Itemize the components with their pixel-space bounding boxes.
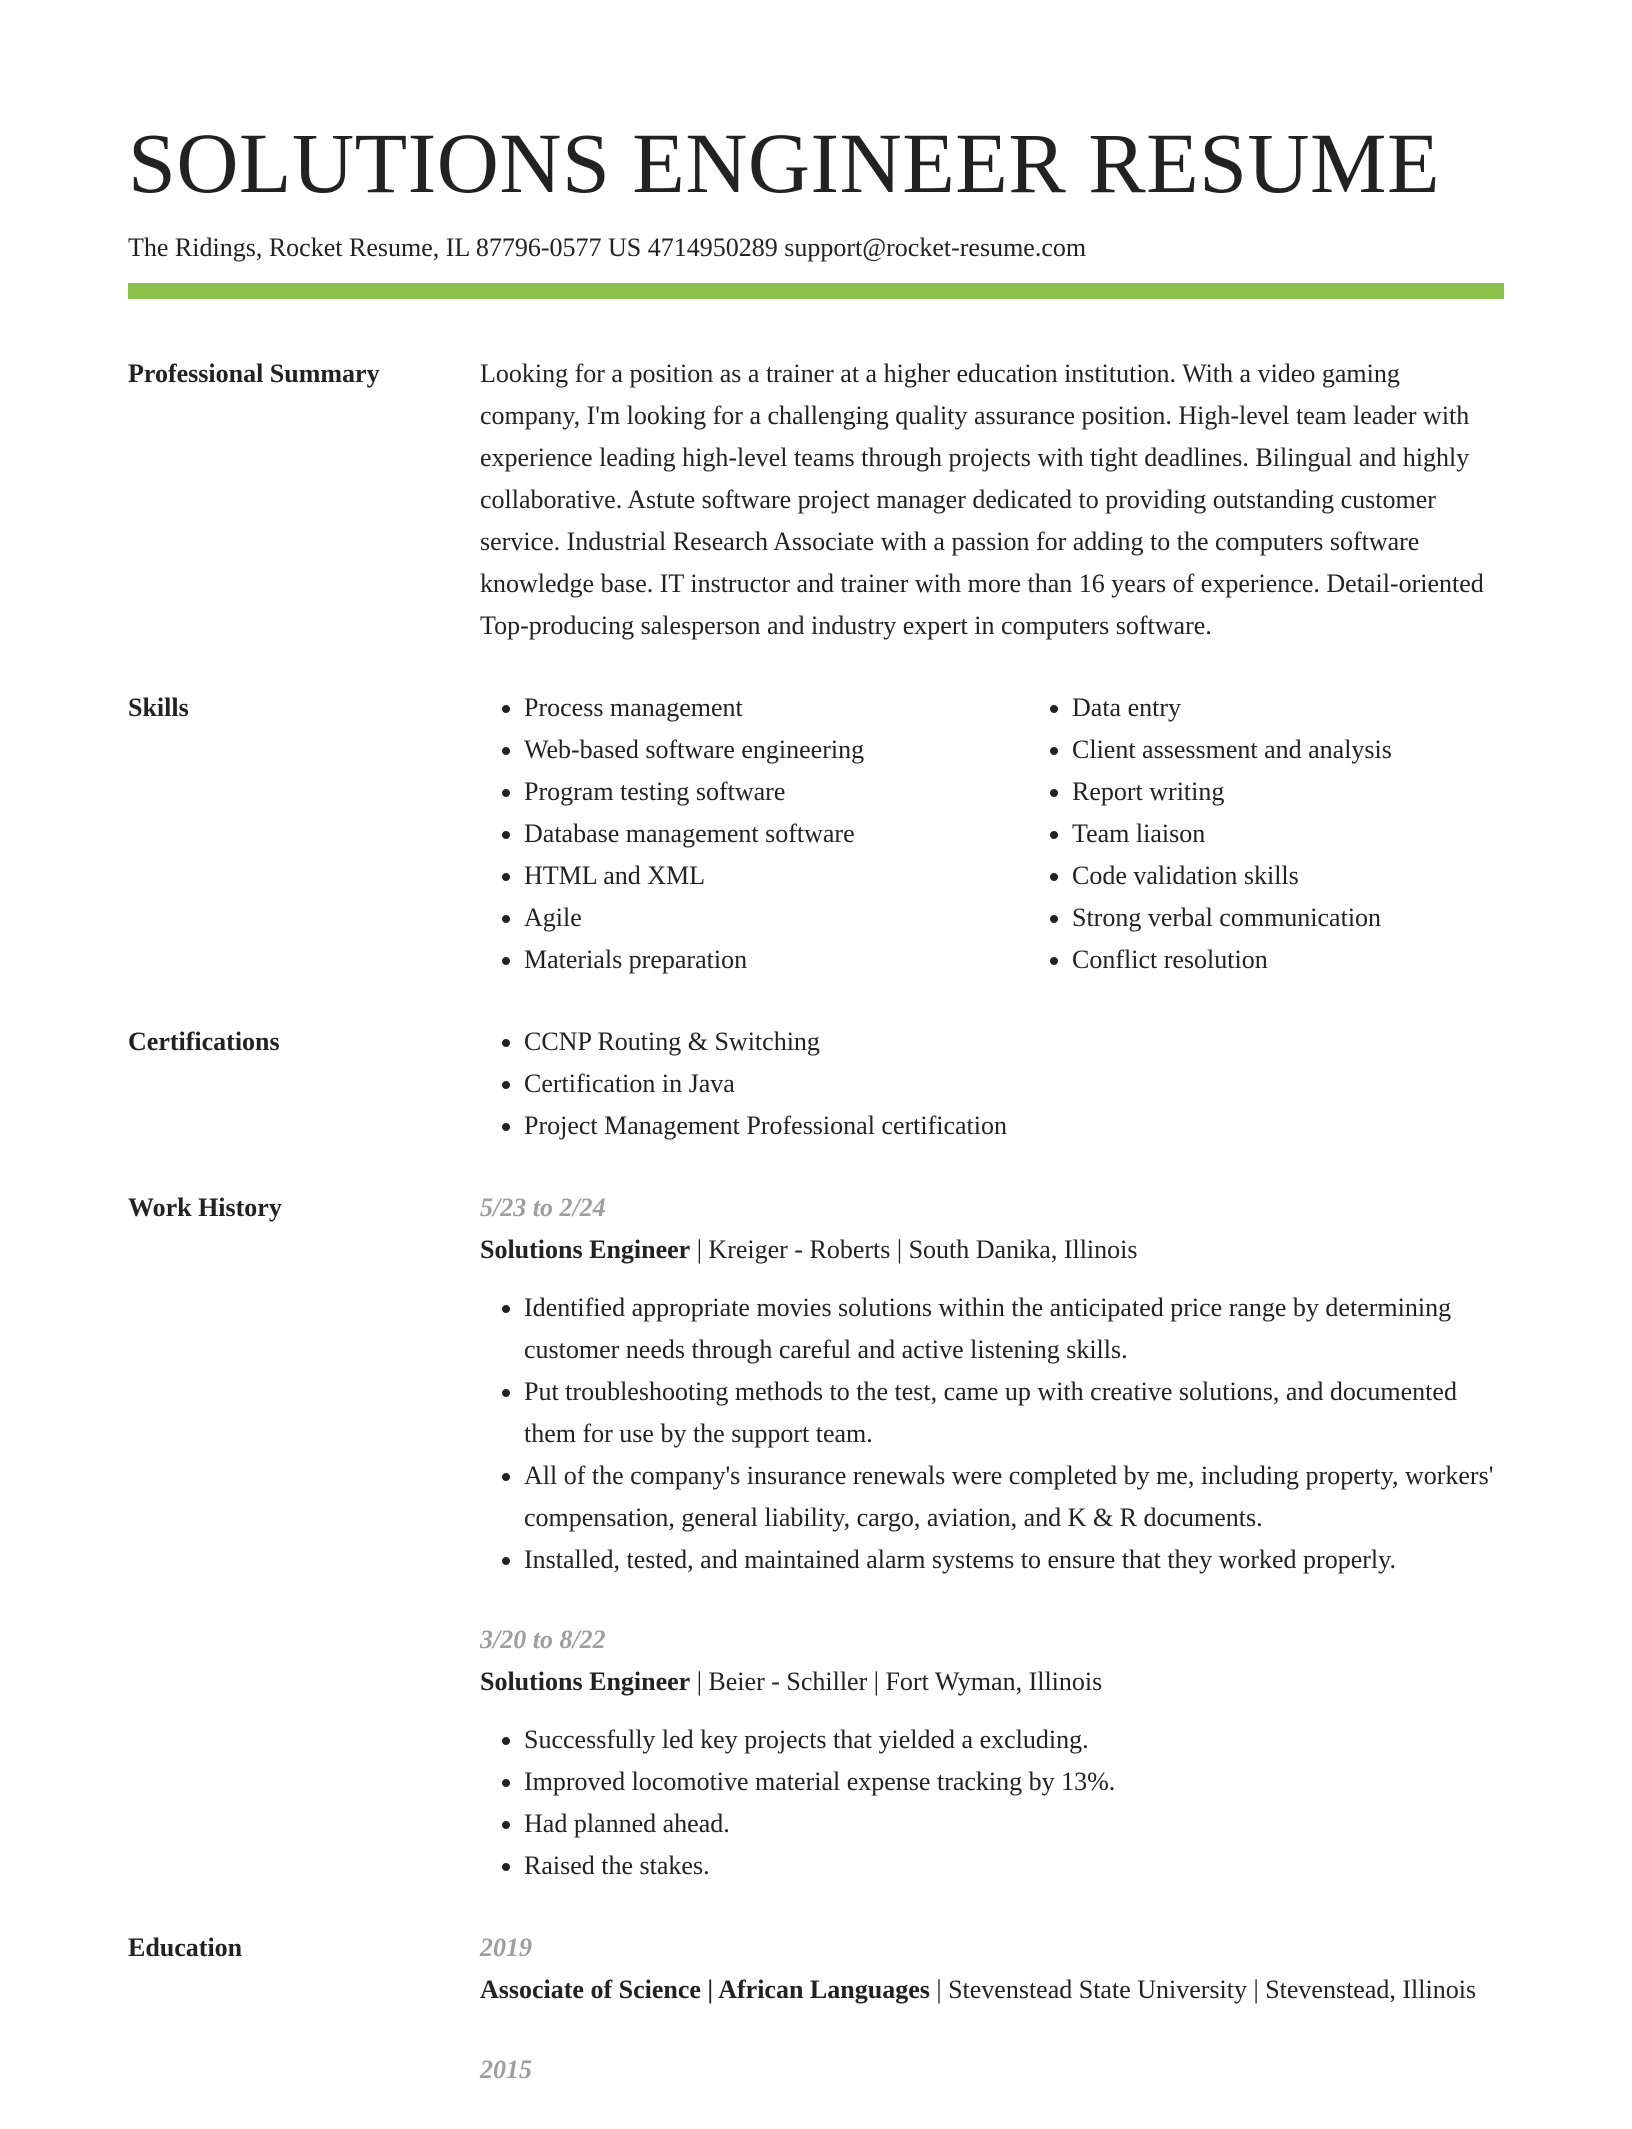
certifications-label: Certifications — [128, 1027, 280, 1057]
skill-item: • Web-based software engineering — [524, 729, 1028, 771]
job-bullet: • Improved locomotive material expense tracking by 13%. — [524, 1761, 1504, 1803]
skill-item: • Team liaison — [1072, 813, 1576, 855]
skill-item: • Conflict resolution — [1072, 939, 1576, 981]
job-bullet: • Raised the stakes. — [524, 1845, 1504, 1887]
education-entry — [480, 1927, 1504, 2011]
job-title: Solutions Engineer — [480, 1667, 691, 1697]
education-year: 2015 — [480, 2055, 532, 2085]
job-title: Solutions Engineer — [480, 1235, 691, 1265]
certifications-section — [128, 1021, 1504, 1147]
skill-item: • Database management software — [524, 813, 1028, 855]
summary-text: Looking for a position as a trainer at a higher education institution. With a video gaming company, I'm looking for a challenging quality assurance position. High-level team leader with experience leading high-level teams through projects with tight deadlines. Bilingual and highly collaborative. Astute software project manager dedicated to providing outstanding customer service. Industrial Research Associate with a passion for adding to the computers software knowledge base. IT instructor and trainer with more than 16 years of experience. Detail-oriented Top-producing salesperson and industry expert in computers software. — [480, 359, 1484, 641]
job-dates: 3/20 to 8/22 — [480, 1625, 606, 1655]
skill-item: • Program testing software — [524, 771, 1028, 813]
job-bullet: • Had planned ahead. — [524, 1803, 1504, 1845]
job-bullet: • Successfully led key projects that yielded a excluding. — [524, 1719, 1504, 1761]
skill-item: • Data entry — [1072, 687, 1576, 729]
education-entry — [480, 2049, 1504, 2091]
certification-item: • Project Management Professional certification — [524, 1105, 1504, 1147]
job-bullet: • Put troubleshooting methods to the test, came up with creative solutions, and documented them for use by the support team. — [524, 1371, 1504, 1455]
education-heading — [480, 1969, 1504, 2011]
job-entry — [480, 1187, 1504, 1581]
job-details: | Kreiger - Roberts | South Danika, Illinois — [690, 1235, 1138, 1265]
job-heading — [480, 1229, 1504, 1271]
work-history-section — [128, 1187, 1504, 1887]
skill-item: • Code validation skills — [1072, 855, 1576, 897]
certification-item: • CCNP Routing & Switching — [524, 1021, 1504, 1063]
job-bullets — [480, 1719, 1504, 1887]
skills-label: Skills — [128, 693, 189, 723]
education-year: 2019 — [480, 1933, 532, 1963]
summary-section — [128, 353, 1504, 647]
skill-item: • Client assessment and analysis — [1072, 729, 1576, 771]
job-bullet: • Installed, tested, and maintained alarm systems to ensure that they worked properly. — [524, 1539, 1504, 1581]
skill-item: • HTML and XML — [524, 855, 1028, 897]
skills-list-right — [1028, 687, 1576, 981]
education-section — [128, 1927, 1504, 2129]
education-degree: Associate of Science | African Languages — [480, 1975, 930, 2005]
resume-title: SOLUTIONS ENGINEER RESUME — [128, 115, 1441, 211]
work-history-label: Work History — [128, 1193, 282, 1223]
job-heading — [480, 1661, 1504, 1703]
certification-item: • Certification in Java — [524, 1063, 1504, 1105]
skill-item: • Strong verbal communication — [1072, 897, 1576, 939]
certifications-list — [480, 1021, 1504, 1147]
education-label: Education — [128, 1933, 243, 1963]
job-entry — [480, 1619, 1504, 1887]
job-details: | Beier - Schiller | Fort Wyman, Illinois — [690, 1667, 1103, 1697]
job-bullet: • All of the company's insurance renewals were completed by me, including property, workers' compensation, general liability, cargo, aviation, and K & R documents. — [524, 1455, 1504, 1539]
skill-item: • Process management — [524, 687, 1028, 729]
resume-page — [128, 115, 1504, 2129]
job-bullet: • Identified appropriate movies solutions within the anticipated price range by determining customer needs through careful and active listening skills. — [524, 1287, 1504, 1371]
skill-item: • Materials preparation — [524, 939, 1028, 981]
skills-list-left — [480, 687, 1028, 981]
summary-label: Professional Summary — [128, 359, 380, 389]
header-divider — [128, 283, 1504, 299]
skills-section — [128, 687, 1504, 981]
education-details: | Stevenstead State University | Stevenstead, Illinois — [929, 1975, 1477, 2005]
job-bullets — [480, 1287, 1504, 1581]
skill-item: • Agile — [524, 897, 1028, 939]
contact-line: The Ridings, Rocket Resume, IL 87796-0577 US 4714950289 support@rocket-resume.com — [128, 233, 1087, 262]
skill-item: • Report writing — [1072, 771, 1576, 813]
job-dates: 5/23 to 2/24 — [480, 1193, 606, 1223]
